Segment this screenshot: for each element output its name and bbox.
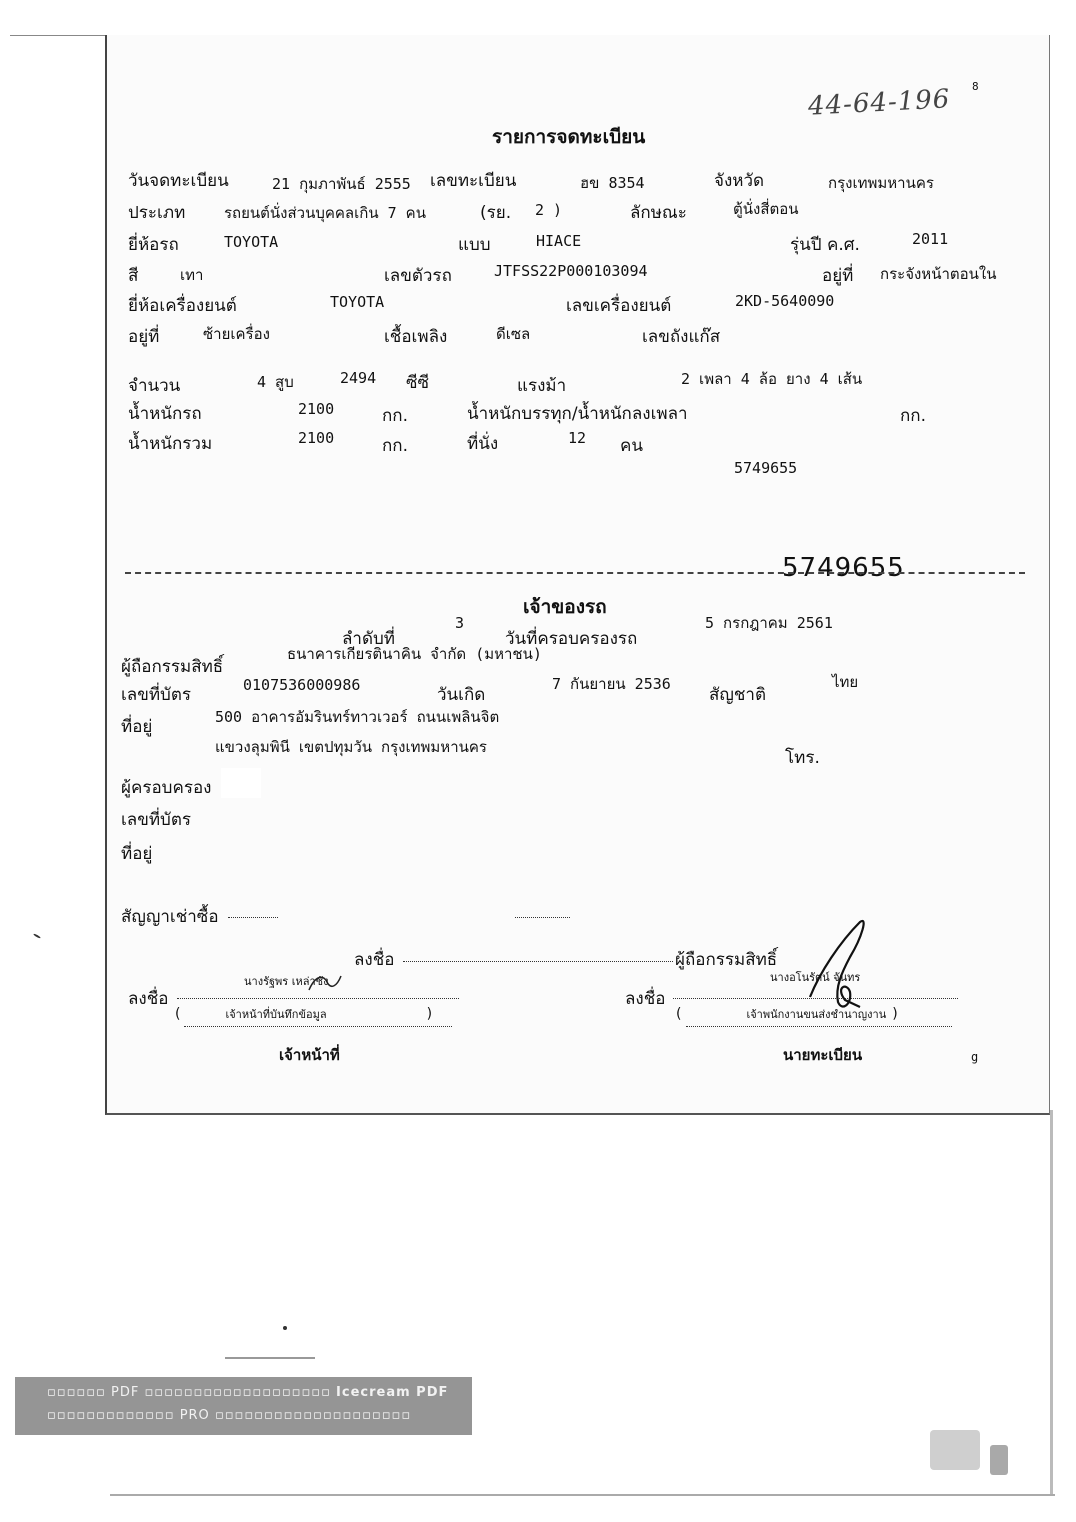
registration-sheet (105, 35, 1050, 1115)
watermark-pro: PRO (179, 1408, 210, 1423)
id: 0107536000986 (243, 676, 361, 694)
scan-bottom-edge (110, 1494, 1055, 1496)
chassis-loc-label: อยู่ที่ (822, 266, 854, 286)
left-sign-label: ลงชื่อ (128, 989, 169, 1009)
cc: 2494 (340, 369, 377, 387)
kg-2: กก. (900, 406, 926, 426)
possessor-label: ผู้ครอบครอง (121, 778, 212, 798)
chassis-loc: กระจังหน้าตอนใน (880, 265, 997, 283)
color-label: สี (128, 266, 139, 286)
birth: 7 กันยายน 2536 (552, 675, 671, 693)
model: HIACE (536, 232, 582, 250)
left-position: ( เจ้าหน้าที่บันทึกข้อมูล ) (175, 1006, 433, 1022)
section-divider (125, 572, 1025, 574)
seq-label: ลำดับที่ (342, 629, 396, 649)
chassis-label: เลขตัวรถ (384, 266, 452, 286)
engine-brand-label: ยี่ห้อเครื่องยนต์ (128, 296, 237, 316)
possess-date: 5 กรกฎาคม 2561 (705, 614, 833, 632)
scan-speck (283, 1326, 287, 1330)
color: เทา (180, 266, 204, 284)
addr-2: แขวงลุมพินี เขตปทุมวัน กรุงเทพมหานคร (215, 738, 487, 756)
engine-no-label: เลขเครื่องยนต์ (566, 296, 672, 316)
watermark-line-2: ▫▫▫▫▫▫▫▫▫▫▫▫▫ PRO ▫▫▫▫▫▫▫▫▫▫▫▫▫▫▫▫▫▫▫▫ (47, 1408, 412, 1423)
kg-3: กก. (382, 436, 408, 456)
reg-date: 21 กุมภาพันธ์ 2555 (272, 175, 411, 193)
addr-1: 500 อาคารอัมรินทร์ทาวเวอร์ ถนนเพลินจิต (215, 708, 500, 726)
seats: 12 (568, 429, 587, 447)
province: กรุงเทพมหานคร (828, 174, 934, 192)
engine-loc: ซ้ายเครื่อง (203, 325, 270, 343)
right-sign-label: ลงชื่อ (625, 989, 666, 1009)
watermark-line-1: ▫▫▫▫▫▫ PDF ▫▫▫▫▫▫▫▫▫▫▫▫▫▫▫▫▫▫▫ Icecream PDF (47, 1385, 449, 1400)
addr-label: ที่อยู่ (121, 717, 153, 737)
brand-label: ยี่ห้อรถ (128, 235, 179, 255)
left-sign-line (177, 998, 459, 999)
plate: ฮข 8354 (580, 174, 645, 192)
lease-label: สัญญาเช่าซื้อ (121, 907, 219, 927)
owner-title: เจ้าของรถ (523, 596, 607, 618)
scan-speck (930, 1430, 980, 1470)
watermark-pdf: PDF (111, 1385, 140, 1400)
type-label: ประเภท (128, 203, 186, 223)
engine-no: 2KD-5640090 (735, 292, 835, 310)
type: รถยนต์นั่งส่วนบุคคลเกิน 7 คน (224, 204, 426, 222)
plate-label: เลขทะเบียน (430, 171, 517, 191)
left-signature-scribble (305, 968, 345, 998)
id-2-label: เลขที่บัตร (121, 810, 192, 830)
gross: 2100 (298, 429, 335, 447)
signature-scribble (790, 912, 900, 1017)
year-label: รุ่นปี ค.ศ. (790, 235, 860, 255)
ry-value: 2 ) (535, 201, 563, 219)
possess-label: วันที่ครอบครองรถ (505, 629, 638, 649)
gross-label: น้ำหนักรวม (128, 434, 213, 454)
left-role: เจ้าหน้าที่ (279, 1046, 340, 1064)
id-label: เลขที่บัตร (121, 685, 192, 705)
scan-right-edge (1050, 1110, 1053, 1495)
holder-label: ผู้ถือกรรมสิทธิ์ (121, 657, 224, 677)
style: ตู้นั่งสี่ตอน (733, 200, 799, 218)
year: 2011 (912, 230, 949, 248)
lease-line (228, 917, 278, 918)
fuel-label: เชื้อเพลิง (384, 327, 448, 347)
province-label: จังหวัด (714, 171, 765, 191)
weight-label: น้ำหนักรถ (128, 404, 202, 424)
birth-label: วันเกิด (437, 685, 486, 705)
reg-date-label: วันจดทะเบียน (128, 171, 229, 191)
ry-label: (รย. (480, 203, 512, 223)
lease-line-2 (515, 917, 570, 918)
seq: 3 (455, 614, 465, 632)
kg-1: กก. (382, 406, 408, 426)
engine-brand: TOYOTA (330, 293, 385, 311)
pdf-watermark (15, 1377, 472, 1435)
scan-speck (990, 1445, 1008, 1475)
addr-3-label: ที่อยู่ (121, 844, 153, 864)
possessor-mask (221, 768, 261, 798)
holder: ธนาคารเกียรตินาคิน จำกัด (มหาชน) (287, 645, 542, 663)
left-name: นางรัฐพร เหล่าชัง (244, 975, 329, 988)
handwritten-ref: 44-64-196 (807, 84, 952, 122)
style-label: ลักษณะ (630, 203, 687, 223)
scan-speck (33, 933, 41, 939)
seats-label: ที่นั่ง (467, 434, 499, 454)
scan-speck (225, 1357, 315, 1359)
cyl: 4 สูบ (257, 373, 294, 391)
cc-unit: ซีซี (406, 373, 430, 393)
page-mark: 8 (972, 80, 979, 93)
nation-label: สัญชาติ (709, 685, 766, 705)
doc-no-big: 5749655 (782, 553, 905, 583)
chassis: JTFSS22P000103094 (494, 262, 648, 280)
axles: 2 เพลา 4 ล้อ ยาง 4 เส้น (681, 370, 863, 388)
right-mark: g (971, 1050, 979, 1064)
cyl-label: จำนวน (128, 376, 181, 396)
right-position-text: เจ้าพนักงานขนส่งชำนาญงาน (746, 1008, 887, 1021)
watermark-brand: Icecream PDF (336, 1385, 449, 1400)
doc-no: 5749655 (734, 459, 798, 477)
engine-loc-label: อยู่ที่ (128, 327, 160, 347)
holder-sign-label: ลงชื่อ (354, 950, 395, 970)
brand: TOYOTA (224, 233, 279, 251)
holder-sign-suffix: ผู้ถือกรรมสิทธิ์ (675, 950, 778, 970)
right-name: นางอโนรัตน์ จันทร (770, 971, 861, 984)
right-position: ( เจ้าพนักงานขนส่งชำนาญงาน ) (676, 1006, 898, 1022)
scan-left-edge (10, 35, 105, 36)
registration-title: รายการจดทะเบียน (492, 126, 646, 148)
fuel: ดีเซล (496, 325, 531, 343)
weight: 2100 (298, 400, 335, 418)
holder-sign-line (403, 961, 673, 962)
tel-label: โทร. (785, 748, 820, 768)
left-position-text: เจ้าหน้าที่บันทึกข้อมูล (225, 1008, 327, 1021)
load-label: น้ำหนักบรรทุก/น้ำหนักลงเพลา (467, 404, 688, 424)
right-position-line (686, 1026, 952, 1027)
left-position-line (184, 1026, 452, 1027)
hp-label: แรงม้า (517, 376, 567, 396)
right-role: นายทะเบียน (783, 1046, 863, 1064)
seats-unit: คน (620, 436, 643, 456)
nation: ไทย (832, 673, 859, 691)
gas-tank-label: เลขถังแก๊ส (642, 327, 721, 347)
model-label: แบบ (458, 235, 491, 255)
